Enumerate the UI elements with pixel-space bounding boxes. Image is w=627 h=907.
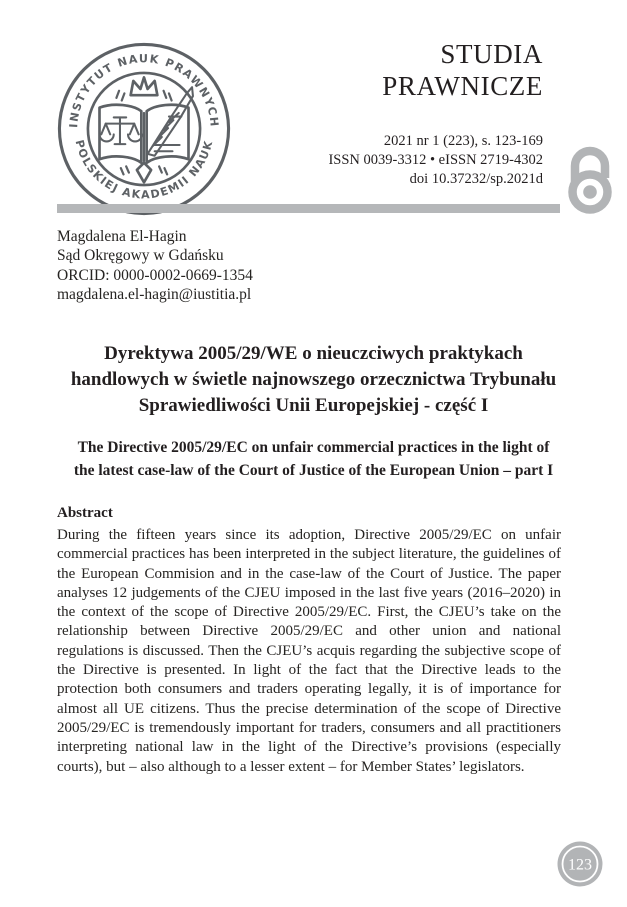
page-number: 123 xyxy=(568,856,592,874)
abstract-text: During the fifteen years since its adoption, Directive 2005/29/EC on unfair commercial practices has been interpreted in the subject literature, the guidelines of the European Commision and in the case-law of the Court of Justice. The paper analyses 12 judgements of the CJEU imposed in the last five years (2016–2020) in the context of the scope of Directive 2005/29/EC. First, the CJEU’s take on the relationship between Directive 2005/29/EC and other union and national regulations is discussed. Then the CJEU’s acquis regarding the subjective scope of the Directive is presented. In light of the fact that the Directive leads to the protection both consumers and traders operating legally, it is of importance for almost all UE citizens. Thus the precise determination of the scope of Directive 2005/29/EC is tremendously important for traders, consumers and all practitioners interpreting national law in the light of the Directive’s provisions (especially courts), but – also although to a lesser extent – for Member States’ legislators. xyxy=(57,527,561,775)
journal-title xyxy=(382,38,543,102)
article-title-pl xyxy=(0,341,627,419)
title-pl-line3: Sprawiedliwości Unii Europejskiej - część I xyxy=(138,395,489,416)
author-affiliation: Sąd Okręgowy w Gdańsku xyxy=(57,247,224,265)
scales-icon xyxy=(100,117,143,144)
title-pl-line1: Dyrektywa 2005/29/WE o nieuczciwych praktykach xyxy=(104,343,523,364)
author-block xyxy=(57,227,253,304)
open-access-icon xyxy=(560,139,620,216)
doi-info: doi 10.37232/sp.2021d xyxy=(409,171,543,187)
author-name: Magdalena El-Hagin xyxy=(57,228,187,245)
journal-title-line1: STUDIA xyxy=(440,39,543,69)
lock-body-dot xyxy=(583,185,597,199)
institute-seal-logo xyxy=(55,40,233,218)
title-en-line1: The Directive 2005/29/EC on unfair commercial practices in the light of xyxy=(77,439,550,456)
abstract-heading: Abstract xyxy=(57,505,113,521)
journal-title-line2: PRAWNICZE xyxy=(382,71,543,101)
header-divider-bar xyxy=(57,204,560,213)
issn-info: ISSN 0039-3312 • eISSN 2719-4302 xyxy=(328,152,543,168)
bookmark-icon xyxy=(137,163,151,183)
crown-icon xyxy=(131,77,158,95)
author-orcid: ORCID: 0000-0002-0669-1354 xyxy=(57,266,253,284)
title-pl-line2: handlowych w świetle najnowszego orzecznictwa Trybunału xyxy=(70,369,557,390)
open-book-icon xyxy=(100,105,189,163)
page-number-badge xyxy=(556,840,604,888)
title-en-line2: the latest case-law of the Court of Justice of the European Union – part I xyxy=(73,462,554,479)
author-email: magdalena.el-hagin@iustitia.pl xyxy=(57,285,252,303)
issue-info: 2021 nr 1 (223), s. 123-169 xyxy=(383,133,543,149)
seal-top-text: INSTYTUT NAUK PRAWNYCH xyxy=(67,52,221,129)
seal-bottom-text: POLSKIEJ AKADEMII NAUK xyxy=(72,138,216,202)
citation-block xyxy=(328,132,543,189)
article-title-en xyxy=(0,436,627,482)
